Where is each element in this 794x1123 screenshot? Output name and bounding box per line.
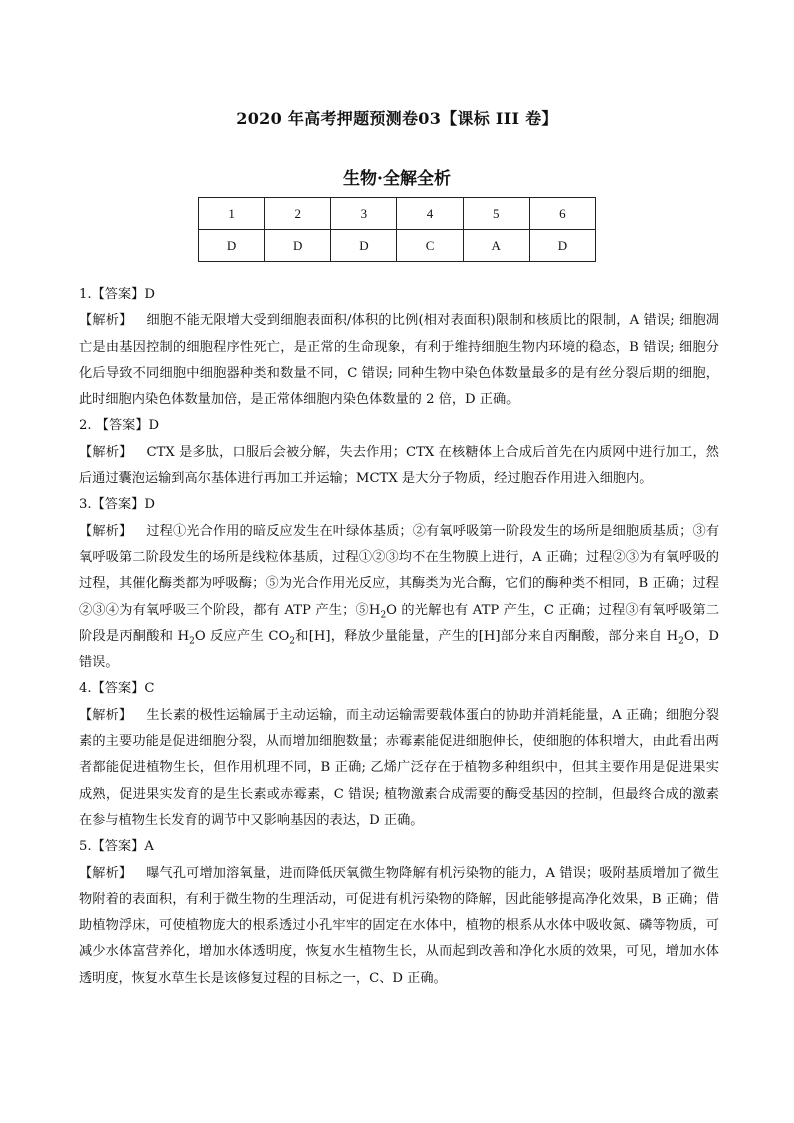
answer-line-q4: 4.【答案】C — [79, 681, 155, 697]
answer-cell: D — [265, 230, 331, 262]
explanation-label: 【解析】 — [79, 444, 133, 460]
answer-line-q3: 3.【答案】D — [79, 497, 155, 513]
explanation-label: 【解析】 — [79, 313, 133, 329]
question-number-cell: 4 — [397, 198, 463, 230]
explanation-text-q3e: O，D 错误。 — [79, 628, 719, 671]
explanation-label: 【解析】 — [79, 865, 133, 881]
answer-line-q1: 1.【答案】D — [79, 287, 155, 302]
answer-cell: C — [397, 230, 463, 262]
answer-cell: A — [463, 230, 529, 262]
solutions-body — [79, 282, 719, 992]
explanation-q3 — [79, 519, 719, 677]
answer-line-q2: 2. 【答案】D — [79, 418, 160, 434]
explanation-text-q3c: O 反应产生 CO — [194, 628, 290, 644]
explanation-text-q3b: O 的光解也有 ATP 产生，C 正确；过程③有氧呼吸第二阶段是丙酮酸和 H — [79, 602, 720, 644]
question-number-cell: 1 — [199, 198, 265, 230]
answer-cell: D — [199, 230, 265, 262]
explanation-text-q2: CTX 是多肽，口服后会被分解，失去作用；CTX 在核糖体上合成后首先在内质网中进行加工，然后通过囊泡运输到高尔基体进行再加工并运输；MCTX 是大分子物质，经过胞吞作用进入细胞内。 — [79, 444, 719, 487]
explanation-text-q3d: 和[H]，释放少量能量，产生的[H]部分来自丙酮酸，部分来自 H — [295, 628, 679, 644]
explanation-label: 【解析】 — [79, 707, 133, 723]
explanation-label: 【解析】 — [79, 523, 133, 539]
explanation-q5 — [79, 861, 719, 992]
subscript-2: 2 — [189, 636, 195, 647]
answer-cell: D — [331, 230, 397, 262]
answer-cell: D — [529, 230, 595, 262]
question-number-cell: 2 — [265, 198, 331, 230]
page-subtitle: 生物·全解全析 — [343, 169, 451, 189]
explanation-text-q1: 细胞不能无限增大受到细胞表面积/体积的比例(相对表面积)限制和核质比的限制，A 错误; 细胞凋亡是由基因控制的细胞程序性死亡，是正常的生命现象，有利于维持细胞生物内环境的稳态，B 错误; 细胞分化后导致不同细胞中细胞器种类和数量不同，C 错误; 同种生物中染色体数量最多的是有丝分裂后期的细胞，此时细胞内染色体数量加倍，是正常体细胞内染色体数量的 2 倍，D 正确。 — [79, 313, 719, 408]
page-title: 2020 年高考押题预测卷03【课标 III 卷】 — [236, 109, 558, 128]
answer-table-answer-row — [199, 230, 596, 262]
question-number-cell: 3 — [331, 198, 397, 230]
explanation-text-q5: 曝气孔可增加溶氧量，进而降低厌氧微生物降解有机污染物的能力，A 错误；吸附基质增加了微生物附着的表面积，有利于微生物的生理活动，可促进有机污染物的降解，因此能够提高净化效果，B 正确；借助植物浮床，可使植物庞大的根系透过小孔牢牢的固定在水体中，植物的根系从水体中吸收氮、磷等物质，可减少水体富营养化，增加水体透明度，恢复水生植物生长，从而起到改善和净化水质的效果，可见，增加水体透明度，恢复水草生长是该修复过程的目标之一，C、D 正确。 — [79, 865, 720, 986]
explanation-text-q3a: 过程①光合作用的暗反应发生在叶绿体基质；②有氧呼吸第一阶段发生的场所是细胞质基质；③有氧呼吸第二阶段发生的场所是线粒体基质，过程①②③均不在生物膜上进行，A 正确；过程②③为有氧呼吸的过程，其催化酶类都为呼吸酶；⑤为光合作用光反应，其酶类为光合酶，它们的酶种类不相同，B 正确；过程②③④为有氧呼吸三个阶段，都有 ATP 产生；⑤H — [79, 523, 720, 618]
answer-table-number-row — [199, 198, 596, 230]
explanation-q4 — [79, 703, 719, 834]
explanation-q1 — [79, 308, 719, 413]
subscript-2: 2 — [380, 610, 387, 621]
explanation-text-q4: 生长素的极性运输属于主动运输，而主动运输需要载体蛋白的协助并消耗能量，A 正确；细胞分裂素的主要功能是促进细胞分裂，从而增加细胞数量；赤霉素能促进细胞伸长，使细胞的体积增大，由此看出两者都能促进植物生长，但作用机理不同，B 正确; 乙烯广泛存在于植物多种组织中，但其主要作用是促进果实成熟，促进果实发育的是生长素或赤霉素，C 错误; 植物激素合成需要的酶受基因的控制，但最终合成的激素在参与植物生长发育的调节中又影响基因的表达，D 正确。 — [79, 707, 720, 828]
answer-line-q5: 5.【答案】A — [79, 839, 154, 855]
subscript-2: 2 — [289, 636, 296, 647]
answer-table — [198, 197, 596, 262]
explanation-q2 — [79, 440, 719, 493]
subscript-2: 2 — [678, 636, 684, 647]
question-number-cell: 6 — [529, 198, 595, 230]
question-number-cell: 5 — [463, 198, 529, 230]
